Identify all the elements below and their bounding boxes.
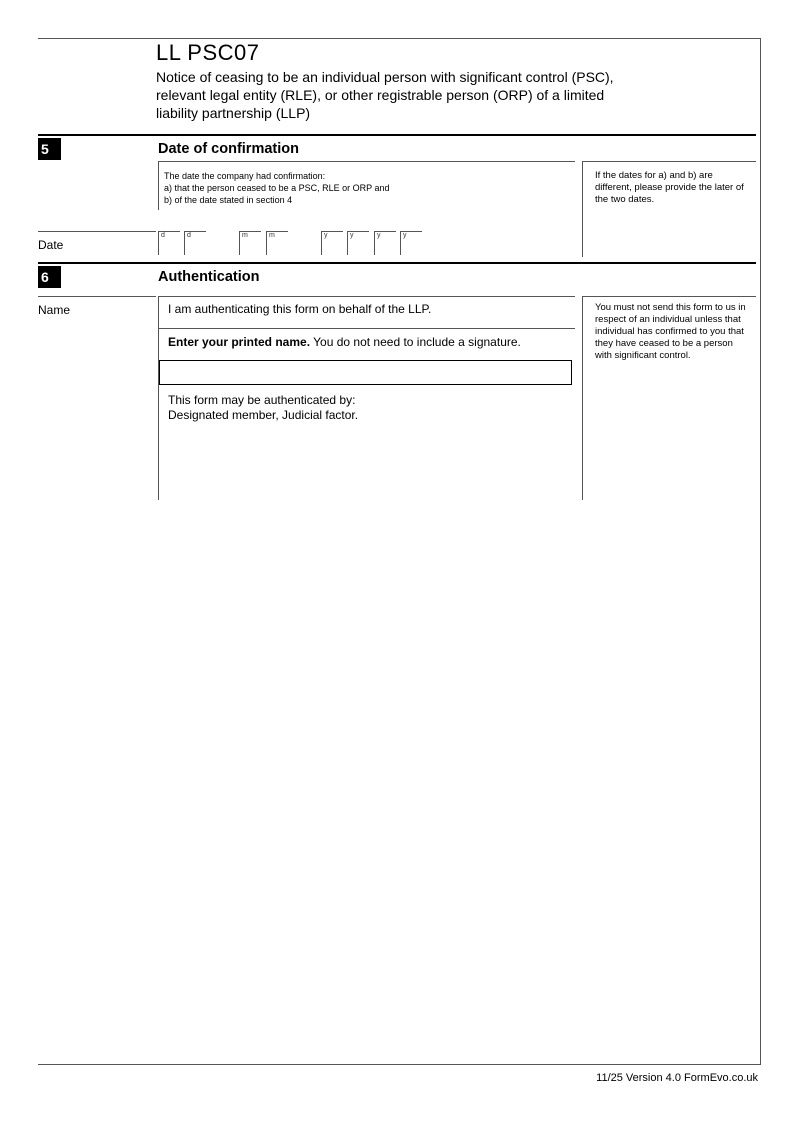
section-5-item-b: b) of the date stated in section 4 bbox=[164, 195, 293, 205]
section-6-note-top bbox=[582, 296, 756, 297]
section-5-title: Date of confirmation bbox=[158, 141, 299, 157]
date-char-d2: d bbox=[187, 232, 191, 239]
date-char-y3: y bbox=[377, 232, 381, 239]
section-6-enter-top bbox=[158, 328, 575, 329]
section-5-side-note: If the dates for a) and b) are different, please provide the later of the two dates. bbox=[595, 170, 744, 205]
printed-name-input[interactable] bbox=[159, 360, 572, 385]
section-5-instructions bbox=[164, 170, 574, 206]
top-rule bbox=[38, 38, 761, 39]
enter-name-instruction bbox=[168, 335, 521, 349]
footer-site: FormEvo.co.uk bbox=[684, 1072, 758, 1084]
enter-name-bold: Enter your printed name. bbox=[168, 335, 311, 349]
date-label: Date bbox=[38, 238, 64, 252]
form-code: LL PSC07 bbox=[156, 40, 260, 65]
section-5-note-left bbox=[582, 161, 583, 257]
section-6-note-left bbox=[582, 296, 583, 500]
authenticated-by-heading: This form may be authenticated by: bbox=[168, 393, 356, 407]
date-char-m2: m bbox=[269, 232, 275, 239]
date-char-y4: y bbox=[403, 232, 407, 239]
authentication-statement: I am authenticating this form on behalf of the LLP. bbox=[168, 302, 432, 316]
right-border bbox=[760, 38, 761, 1065]
authenticated-by-roles: Designated member, Judicial factor. bbox=[168, 408, 359, 422]
section-6-number: 6 bbox=[38, 266, 61, 288]
section-5-item-a: a) that the person ceased to be a PSC, RLE or ORP and bbox=[164, 183, 390, 193]
section-5-intro: The date the company had confirmation: bbox=[164, 171, 326, 181]
date-char-d1: d bbox=[161, 232, 165, 239]
section-5-left-bracket bbox=[158, 161, 159, 210]
section-5-number: 5 bbox=[38, 138, 61, 160]
enter-name-rest: You do not need to include a signature. bbox=[310, 335, 521, 349]
section-6-left-bracket bbox=[158, 296, 159, 500]
bottom-rule bbox=[38, 1064, 761, 1065]
footer bbox=[596, 1072, 758, 1084]
date-char-y1: y bbox=[324, 232, 328, 239]
section-5-note-top bbox=[582, 161, 756, 162]
date-char-y2: y bbox=[350, 232, 354, 239]
form-title: Notice of ceasing to be an individual person with significant control (PSC), relevant legal entity (RLE), or other registrable person (ORP) of a limited liability partnership (LLP) bbox=[156, 69, 614, 121]
section-5-title-underline bbox=[158, 161, 575, 162]
date-char-m1: m bbox=[242, 232, 248, 239]
name-label-rule bbox=[38, 296, 156, 297]
name-label: Name bbox=[38, 303, 71, 317]
section-5-rule bbox=[38, 134, 756, 136]
date-label-rule bbox=[38, 231, 156, 232]
section-6-title: Authentication bbox=[158, 269, 260, 285]
authenticated-by-block bbox=[168, 393, 358, 423]
section-6-rule bbox=[38, 262, 756, 264]
section-6-statement-top bbox=[158, 296, 575, 297]
footer-version: 11/25 Version 4.0 bbox=[596, 1072, 681, 1084]
section-6-side-note: You must not send this form to us in respect of an individual unless that individual has confirmed to you that they have ceased to be a person with significant control. bbox=[595, 302, 746, 361]
